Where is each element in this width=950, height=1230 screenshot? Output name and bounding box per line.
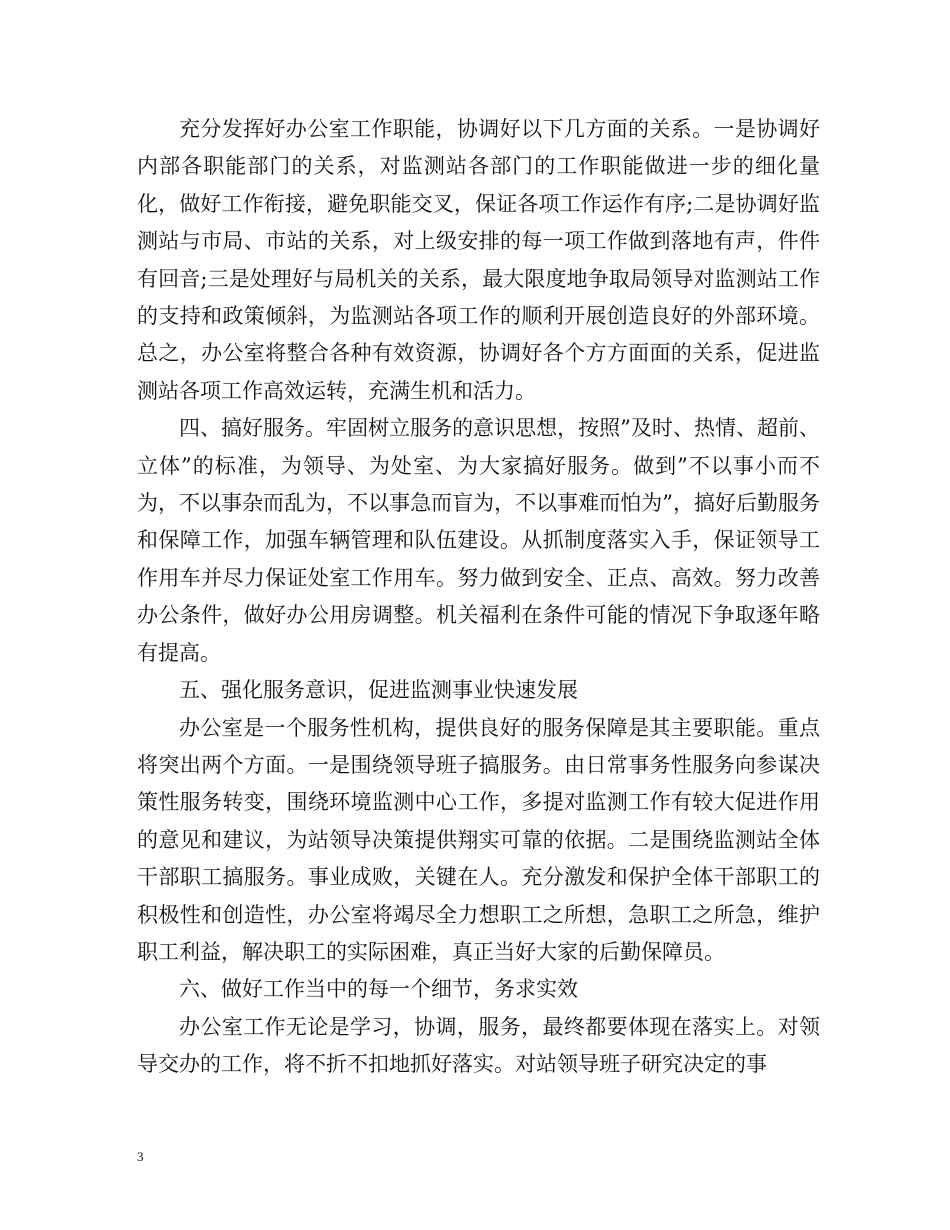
paragraph-service: 四、搞好服务。牢固树立服务的意识思想，按照”及时、热情、超前、立体”的标准，为领导、为处室、为大家搞好服务。做到”不以事小而不为，不以事杂而乱为，不以事急而盲为，不以事难而怕为”，搞好后勤服务和保障工作，加强车辆管理和队伍建设。从抓制度落实入手，保证领导工作用车并尽力保证处室工作用车。努力做到安全、正点、高效。努力改善办公条件，做好办公用房调整。机关福利在条件可能的情况下争取逐年略有提高。	[137, 416, 820, 665]
paragraph-service-awareness: 办公室是一个服务性机构，提供良好的服务保障是其主要职能。重点将突出两个方面。一是围绕领导班子搞服务。由日常事务性服务向参谋决策性服务转变，围绕环境监测中心工作，多提对监测工作有较大促进作用的意见和建议，为站领导决策提供翔实可靠的依据。二是围绕监测站全体干部职工搞服务。事业成败，关键在人。充分激发和保护全体干部职工的积极性和创造性，办公室将竭尽全力想职工之所想，急职工之所急，维护职工利益，解决职工的实际困难，真正当好大家的后勤保障员。	[137, 715, 820, 964]
section-heading-service-awareness: 五、强化服务意识，促进监测事业快速发展	[179, 678, 578, 703]
section-heading-details: 六、做好工作当中的每一个细节，务求实效	[179, 977, 578, 1002]
paragraph-details: 办公室工作无论是学习，协调，服务，最终都要体现在落实上。对领导交办的工作，将不折不扣地抓好落实。对站领导班子研究决定的事	[137, 1014, 820, 1077]
document-body	[137, 111, 820, 1084]
paragraph-coordination: 充分发挥好办公室工作职能，协调好以下几方面的关系。一是协调好内部各职能部门的关系，对监测站各部门的工作职能做进一步的细化量化，做好工作衔接，避免职能交叉，保证各项工作运作有序;二是协调好监测站与市局、市站的关系，对上级安排的每一项工作做到落地有声，件件有回音;三是处理好与局机关的关系，最大限度地争取局领导对监测站工作的支持和政策倾斜，为监测站各项工作的顺利开展创造良好的外部环境。总之，办公室将整合各种有效资源，协调好各个方方面面的关系，促进监测站各项工作高效运转，充满生机和活力。	[137, 117, 820, 403]
page-number: 3	[137, 1149, 144, 1164]
